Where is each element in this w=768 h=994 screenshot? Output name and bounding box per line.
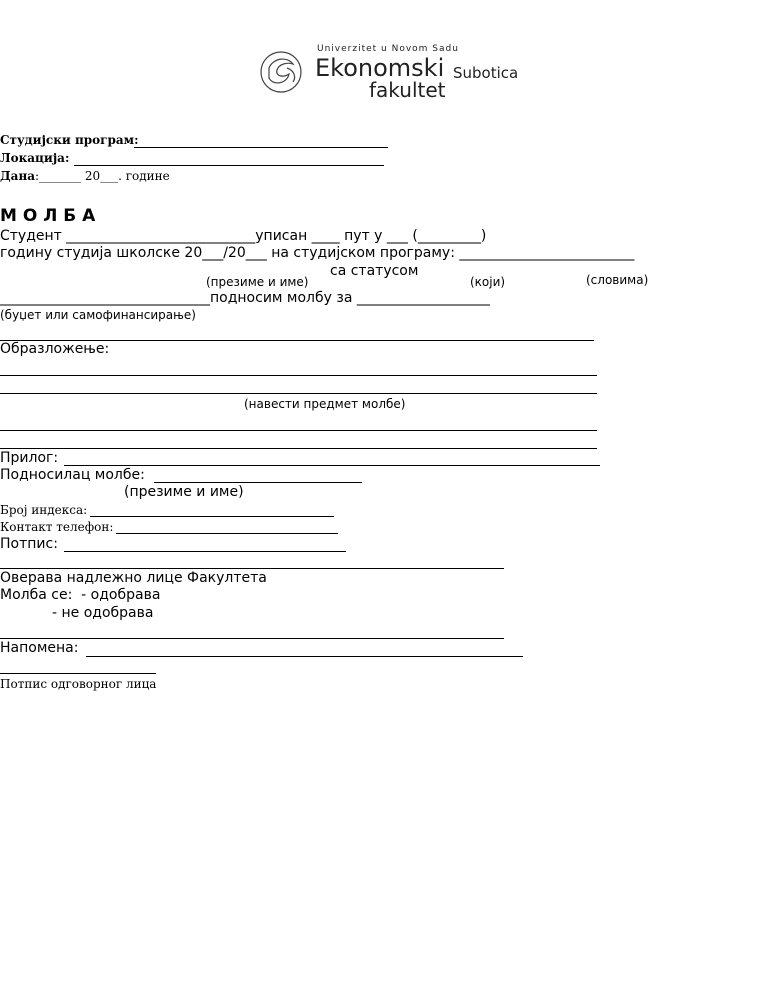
faculty-logo-icon xyxy=(257,44,307,100)
applicant-input-line[interactable] xyxy=(154,482,362,483)
applicant-label: Подносилац молбе: xyxy=(0,467,145,483)
index-input-line[interactable] xyxy=(90,516,334,517)
date-rest: :_______ 20___. године xyxy=(35,169,170,183)
signature-label: Потпис: xyxy=(0,536,58,552)
separator-line xyxy=(0,568,504,569)
status-label: са статусом xyxy=(330,263,419,279)
not-approved-option[interactable]: - не одобрава xyxy=(52,605,154,621)
reason-line-3[interactable] xyxy=(0,430,597,431)
reason-line-4[interactable] xyxy=(0,448,597,449)
faculty-name: Ekonomski xyxy=(315,54,445,82)
hint-which: (који) xyxy=(470,275,506,289)
note-label: Напомена: xyxy=(0,640,79,656)
reason-label: Образложење: xyxy=(0,341,110,357)
phone-label: Контакт телефон: xyxy=(0,520,114,534)
date-label: Дана xyxy=(0,169,36,183)
official-signature-label: Потпис одговорног лица xyxy=(0,677,157,691)
date-field[interactable] xyxy=(0,169,170,183)
approval-line[interactable] xyxy=(0,638,504,639)
attachment-label: Прилог: xyxy=(0,450,59,466)
signature-input-line[interactable] xyxy=(64,551,346,552)
request-line[interactable]: ______________________________подносим молбу за ___________________ xyxy=(0,290,490,306)
faculty-name-line2: fakultet xyxy=(369,78,446,102)
hint-applicant-name: (презиме и име) xyxy=(124,484,244,500)
faculty-logo xyxy=(257,42,517,104)
faculty-city: Subotica xyxy=(453,64,519,82)
student-line[interactable]: Студент ___________________________упиcан ____ пут у ___ (_________) xyxy=(0,228,487,244)
university-name: Univerzitet u Novom Sadu xyxy=(317,44,459,54)
hint-budget: (буџет или самофинансирање) xyxy=(0,308,196,322)
approved-option[interactable]: Молба се: - одобрава xyxy=(0,587,161,603)
reason-line-2[interactable] xyxy=(0,393,597,394)
location-label: Локација: xyxy=(0,151,70,165)
hint-full-name: (презиме и име) xyxy=(206,275,309,289)
attachment-input-line[interactable] xyxy=(64,465,600,466)
official-signature-line[interactable] xyxy=(0,673,156,674)
program-label: Студијски програм: xyxy=(0,133,139,147)
study-year-line[interactable]: годину студија школске 20___/20___ на студијском програму: _________________________ xyxy=(0,245,635,261)
note-input-line[interactable] xyxy=(86,656,523,657)
program-input-line[interactable] xyxy=(134,147,388,148)
hint-subject: (навести предмет молбе) xyxy=(244,397,406,411)
reason-line-1[interactable] xyxy=(0,375,597,376)
certify-label: Оверава надлежно лице Факултета xyxy=(0,570,267,586)
document-title: М О Л Б А xyxy=(0,206,96,226)
location-input-line[interactable] xyxy=(74,165,384,166)
phone-input-line[interactable] xyxy=(116,533,338,534)
index-label: Број индекса: xyxy=(0,503,88,517)
hint-in-words: (словима) xyxy=(586,273,649,287)
